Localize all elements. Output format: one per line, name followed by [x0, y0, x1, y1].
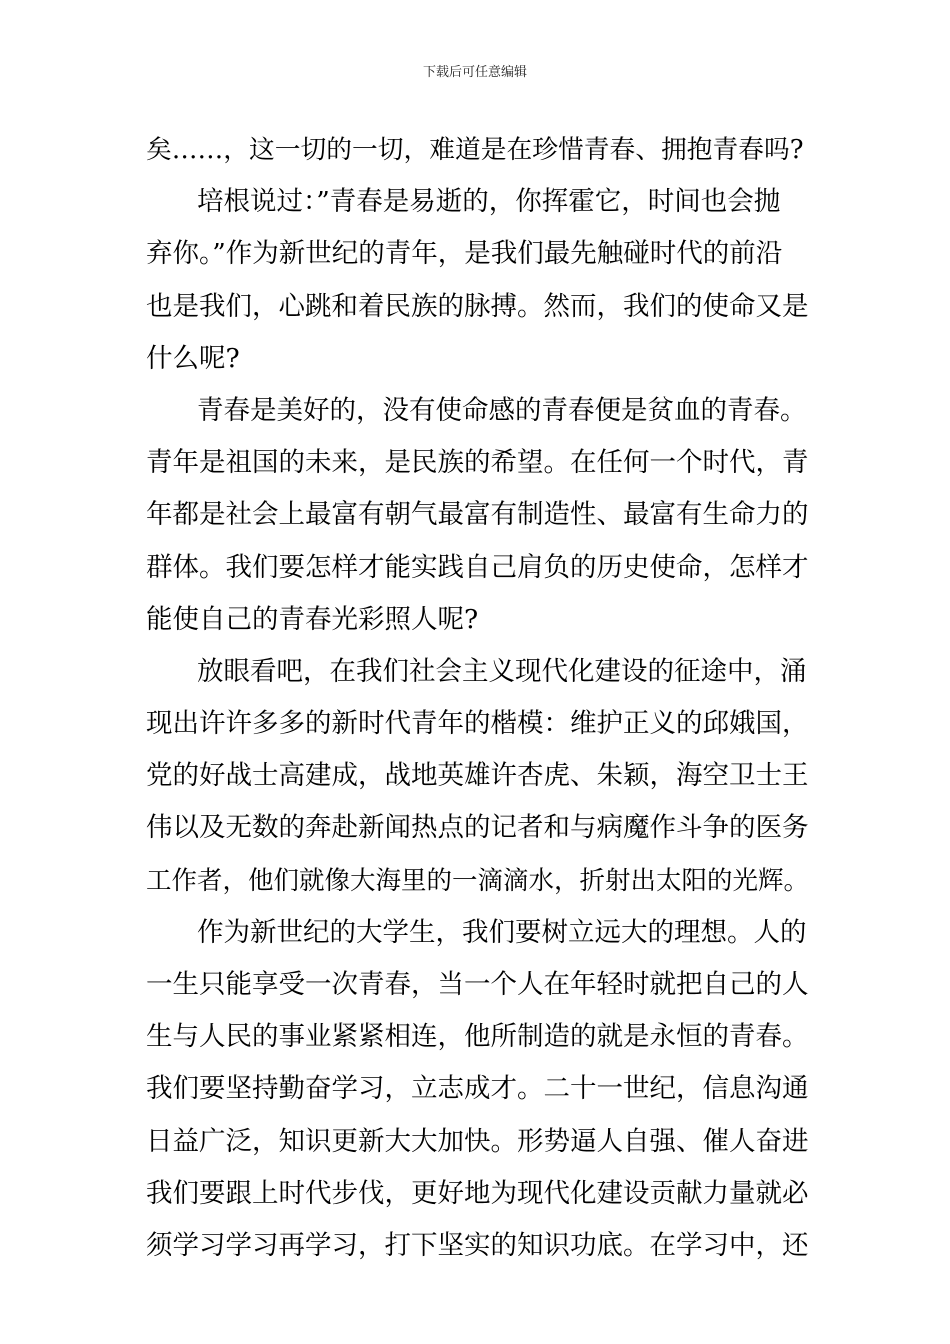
- text-line: 我们要跟上时代步伐，更好地为现代化建设贡献力量就必: [146, 1177, 809, 1209]
- text-line: 群体。我们要怎样才能实践自己肩负的历史使命，怎样才: [146, 551, 809, 583]
- text-line: 一生只能享受一次青春，当一个人在年轻时就把自己的人: [146, 969, 809, 1000]
- page-header: 下载后可任意编辑: [422, 65, 527, 80]
- text-line: 青年是祖国的未来，是民族的希望。在任何一个时代，青: [146, 447, 809, 479]
- document-body: [146, 124, 808, 1272]
- paragraph-first-line: 青春是美好的，没有使命感的青春便是贫血的青春。: [197, 394, 807, 426]
- text-line: 什么呢?: [146, 342, 240, 374]
- text-line: 年都是社会上最富有朝气最富有制造性、最富有生命力的: [146, 499, 809, 531]
- text-line: 日益广泛，知识更新大大加快。形势逼人自强、催人奋进: [146, 1125, 809, 1157]
- text-line: 党的好战士高建成，战地英雄许杏虎、朱颖，海空卫士王: [146, 760, 809, 792]
- paragraph-first-line: 放眼看吧，在我们社会主义现代化建设的征途中，涌: [197, 655, 807, 687]
- text-line: 现出许许多多的新时代青年的楷模：维护正义的邱娥国，: [146, 708, 809, 740]
- text-line: 生与人民的事业紧紧相连，他所制造的就是永恒的青春。: [146, 1021, 809, 1053]
- text-line: 须学习学习再学习，打下坚实的知识功底。在学习中，还: [146, 1229, 809, 1261]
- text-line: 我们要坚持勤奋学习，立志成才。二十一世纪，信息沟通: [146, 1073, 809, 1105]
- text-line: 能使自己的青春光彩照人呢?: [146, 603, 479, 635]
- text-line: 弃你。”作为新世纪的青年，是我们最先触碰时代的前沿: [146, 238, 783, 270]
- text-line: 伟以及无数的奔赴新闻热点的记者和与病魔作斗争的医务: [146, 812, 809, 844]
- text-line: 工作者，他们就像大海里的一滴滴水，折射出太阳的光辉。: [146, 865, 810, 896]
- text-line: 矣……，这一切的一切，难道是在珍惜青春、拥抱青春吗?: [146, 135, 804, 165]
- text-line: 也是我们，心跳和着民族的脉搏。然而，我们的使命又是: [146, 290, 809, 322]
- paragraph-first-line: 培根说过：”青春是易逝的，你挥霍它，时间也会抛: [197, 186, 781, 218]
- paragraph-first-line: 作为新世纪的大学生，我们要树立远大的理想。人的: [197, 916, 807, 948]
